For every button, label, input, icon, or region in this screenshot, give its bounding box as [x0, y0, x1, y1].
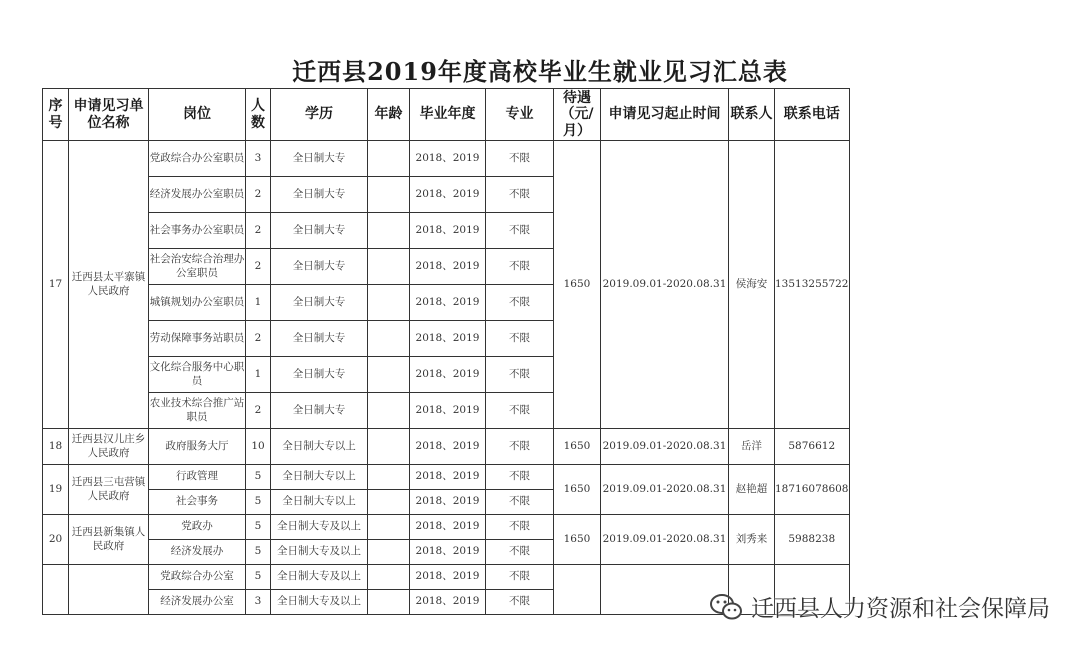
unit-cell — [69, 565, 149, 615]
graduation-year-cell: 2018、2019 — [410, 249, 486, 285]
graduation-year-cell: 2018、2019 — [410, 515, 486, 540]
education-cell: 全日制大专 — [271, 213, 368, 249]
post-cell: 社会治安综合治理办公室职员 — [149, 249, 246, 285]
age-cell — [368, 321, 410, 357]
contact-cell: 岳洋 — [729, 429, 775, 465]
graduation-year-cell: 2018、2019 — [410, 540, 486, 565]
post-cell: 农业技术综合推广站职员 — [149, 393, 246, 429]
page-title: 迁西县2019年度高校毕业生就业见习汇总表 — [292, 57, 788, 86]
seq-cell: 17 — [43, 141, 69, 429]
header-post: 岗位 — [149, 89, 246, 141]
count-cell: 3 — [246, 590, 271, 615]
graduation-year-cell: 2018、2019 — [410, 590, 486, 615]
age-cell — [368, 540, 410, 565]
graduation-year-cell: 2018、2019 — [410, 321, 486, 357]
post-cell: 文化综合服务中心职员 — [149, 357, 246, 393]
education-cell: 全日制大专 — [271, 285, 368, 321]
age-cell — [368, 429, 410, 465]
major-cell: 不限 — [486, 540, 554, 565]
phone-cell: 13513255722 — [775, 141, 850, 429]
age-cell — [368, 590, 410, 615]
internship-summary-table — [42, 88, 850, 615]
seq-cell — [43, 565, 69, 615]
post-cell: 劳动保障事务站职员 — [149, 321, 246, 357]
education-cell: 全日制大专 — [271, 141, 368, 177]
count-cell: 5 — [246, 490, 271, 515]
major-cell: 不限 — [486, 285, 554, 321]
graduation-year-cell: 2018、2019 — [410, 213, 486, 249]
major-cell: 不限 — [486, 357, 554, 393]
count-cell: 2 — [246, 249, 271, 285]
header-unit: 申请见习单位名称 — [69, 89, 149, 141]
period-cell: 2019.09.01-2020.08.31 — [601, 141, 729, 429]
post-cell: 社会事务 — [149, 490, 246, 515]
count-cell: 5 — [246, 465, 271, 490]
pay-cell: 1650 — [554, 515, 601, 565]
post-cell: 社会事务办公室职员 — [149, 213, 246, 249]
header-major: 专业 — [486, 89, 554, 141]
count-cell: 5 — [246, 565, 271, 590]
major-cell: 不限 — [486, 465, 554, 490]
education-cell: 全日制大专及以上 — [271, 540, 368, 565]
header-seq: 序号 — [43, 89, 69, 141]
contact-cell: 赵艳超 — [729, 465, 775, 515]
phone-cell: 18716078608 — [775, 465, 850, 515]
post-cell: 党政综合办公室 — [149, 565, 246, 590]
education-cell: 全日制大专及以上 — [271, 590, 368, 615]
post-cell: 行政管理 — [149, 465, 246, 490]
seq-cell: 20 — [43, 515, 69, 565]
age-cell — [368, 393, 410, 429]
major-cell: 不限 — [486, 321, 554, 357]
count-cell: 10 — [246, 429, 271, 465]
count-cell: 2 — [246, 177, 271, 213]
education-cell: 全日制大专 — [271, 393, 368, 429]
graduation-year-cell: 2018、2019 — [410, 393, 486, 429]
education-cell: 全日制大专及以上 — [271, 515, 368, 540]
header-graduation-year: 毕业年度 — [410, 89, 486, 141]
major-cell: 不限 — [486, 515, 554, 540]
header-education: 学历 — [271, 89, 368, 141]
age-cell — [368, 565, 410, 590]
age-cell — [368, 515, 410, 540]
contact-cell: 侯海安 — [729, 141, 775, 429]
header-age: 年龄 — [368, 89, 410, 141]
post-cell: 经济发展办公室职员 — [149, 177, 246, 213]
graduation-year-cell: 2018、2019 — [410, 357, 486, 393]
table-row — [43, 141, 850, 177]
period-cell: 2019.09.01-2020.08.31 — [601, 465, 729, 515]
unit-cell: 迁西县新集镇人民政府 — [69, 515, 149, 565]
header-count: 人数 — [246, 89, 271, 141]
count-cell: 5 — [246, 515, 271, 540]
graduation-year-cell: 2018、2019 — [410, 465, 486, 490]
age-cell — [368, 490, 410, 515]
age-cell — [368, 249, 410, 285]
post-cell: 城镇规划办公室职员 — [149, 285, 246, 321]
unit-cell: 迁西县太平寨镇人民政府 — [69, 141, 149, 429]
major-cell: 不限 — [486, 141, 554, 177]
age-cell — [368, 465, 410, 490]
education-cell: 全日制大专 — [271, 249, 368, 285]
header-row — [43, 89, 850, 141]
major-cell: 不限 — [486, 490, 554, 515]
major-cell: 不限 — [486, 213, 554, 249]
count-cell: 3 — [246, 141, 271, 177]
post-cell: 经济发展办公室 — [149, 590, 246, 615]
phone-cell: 5876612 — [775, 429, 850, 465]
count-cell: 2 — [246, 213, 271, 249]
count-cell: 2 — [246, 321, 271, 357]
pay-cell: 1650 — [554, 429, 601, 465]
post-cell: 政府服务大厅 — [149, 429, 246, 465]
unit-cell: 迁西县汉儿庄乡人民政府 — [69, 429, 149, 465]
education-cell: 全日制大专及以上 — [271, 565, 368, 590]
graduation-year-cell: 2018、2019 — [410, 141, 486, 177]
education-cell: 全日制大专 — [271, 357, 368, 393]
age-cell — [368, 177, 410, 213]
table-row — [43, 465, 850, 490]
major-cell: 不限 — [486, 429, 554, 465]
contact-cell: 刘秀来 — [729, 515, 775, 565]
age-cell — [368, 141, 410, 177]
major-cell: 不限 — [486, 393, 554, 429]
graduation-year-cell: 2018、2019 — [410, 429, 486, 465]
wechat-icon — [709, 593, 743, 621]
seq-cell: 18 — [43, 429, 69, 465]
table-row — [43, 429, 850, 465]
unit-cell: 迁西县三屯营镇人民政府 — [69, 465, 149, 515]
education-cell: 全日制大专以上 — [271, 490, 368, 515]
graduation-year-cell: 2018、2019 — [410, 285, 486, 321]
major-cell: 不限 — [486, 590, 554, 615]
major-cell: 不限 — [486, 177, 554, 213]
post-cell: 党政综合办公室职员 — [149, 141, 246, 177]
pay-cell — [554, 565, 601, 615]
education-cell: 全日制大专 — [271, 177, 368, 213]
count-cell: 2 — [246, 393, 271, 429]
header-contact: 联系人 — [729, 89, 775, 141]
header-period: 申请见习起止时间 — [601, 89, 729, 141]
graduation-year-cell: 2018、2019 — [410, 490, 486, 515]
post-cell: 经济发展办 — [149, 540, 246, 565]
post-cell: 党政办 — [149, 515, 246, 540]
age-cell — [368, 285, 410, 321]
education-cell: 全日制大专 — [271, 321, 368, 357]
education-cell: 全日制大专以上 — [271, 465, 368, 490]
phone-cell: 5988238 — [775, 515, 850, 565]
table-row — [43, 565, 850, 590]
seq-cell: 19 — [43, 465, 69, 515]
count-cell: 1 — [246, 285, 271, 321]
count-cell: 5 — [246, 540, 271, 565]
graduation-year-cell: 2018、2019 — [410, 565, 486, 590]
period-cell: 2019.09.01-2020.08.31 — [601, 515, 729, 565]
age-cell — [368, 213, 410, 249]
header-pay: 待遇（元/月） — [554, 89, 601, 141]
age-cell — [368, 357, 410, 393]
major-cell: 不限 — [486, 249, 554, 285]
header-phone: 联系电话 — [775, 89, 850, 141]
pay-cell: 1650 — [554, 141, 601, 429]
pay-cell: 1650 — [554, 465, 601, 515]
period-cell: 2019.09.01-2020.08.31 — [601, 429, 729, 465]
graduation-year-cell: 2018、2019 — [410, 177, 486, 213]
education-cell: 全日制大专以上 — [271, 429, 368, 465]
table-row — [43, 515, 850, 540]
major-cell: 不限 — [486, 565, 554, 590]
watermark-text: 迁西县人力资源和社会保障局 — [751, 596, 1050, 622]
watermark — [709, 590, 1050, 623]
count-cell: 1 — [246, 357, 271, 393]
